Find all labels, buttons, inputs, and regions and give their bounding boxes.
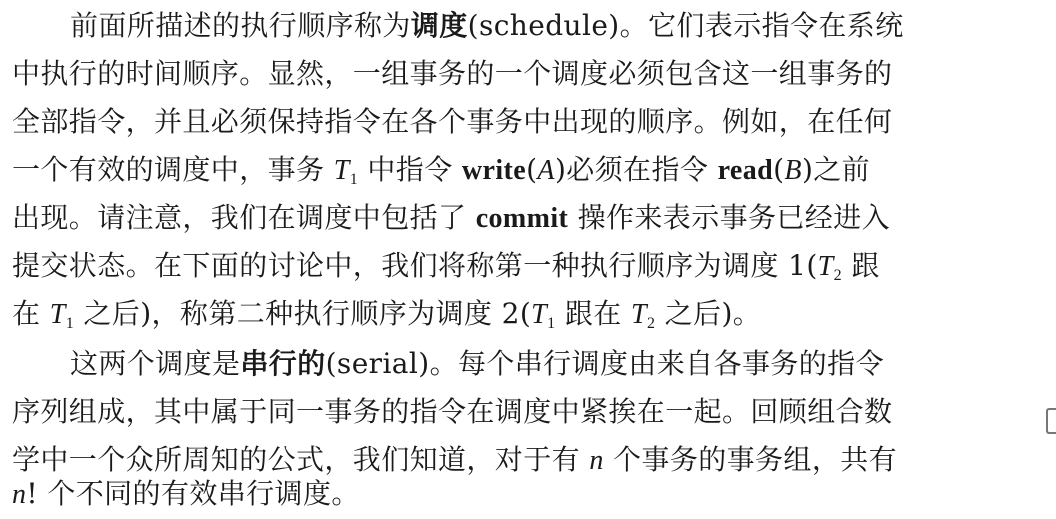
p1-line-2 [12, 50, 892, 98]
subscript: 1 [65, 315, 75, 332]
keyword-commit: commit [475, 203, 569, 234]
subscript: 2 [646, 315, 656, 332]
term-schedule: 调度 [410, 9, 468, 42]
text-run: (schedule)。它们表示指令在系统 [467, 9, 904, 42]
text-run: 中指令 [358, 153, 462, 186]
var-n: n [12, 479, 27, 510]
p1-line-5 [12, 194, 890, 242]
text-run: 一个有效的调度中，事务 [12, 153, 334, 186]
var-t: T [817, 251, 834, 282]
keyword-read: read [717, 155, 774, 186]
text-run: 序列组成，其中属于同一事务的指令在调度中紧挨在一起。回顾组合数 [12, 395, 893, 428]
text-run: 跟在 [555, 297, 631, 330]
text-run: 这两个调度是 [70, 347, 241, 380]
p1-line-4 [12, 146, 870, 194]
p2-line-1 [70, 340, 884, 388]
p2-line-2 [12, 388, 892, 436]
keyword-write: write [461, 155, 527, 186]
text-run: )必须在指令 [554, 153, 718, 186]
var-t: T [630, 299, 647, 330]
subscript: 1 [349, 171, 359, 188]
text-run: 操作来表示事务已经进入 [568, 201, 890, 234]
text-run: 跟 [842, 249, 880, 282]
p1-line-1 [70, 2, 904, 50]
text-run: 中执行的时间顺序。显然，一组事务的一个调度必须包含这一组事务的 [12, 57, 893, 90]
text-run: 前面所描述的执行顺序称为 [70, 9, 411, 42]
page-edge-mark [1046, 408, 1056, 434]
subscript: 1 [547, 315, 556, 332]
text-run: 在 [12, 297, 50, 330]
var-a: A [537, 155, 555, 186]
var-b: B [784, 155, 802, 186]
var-n: n [589, 445, 604, 476]
text-run: 学中一个众所周知的公式，我们知道，对于有 [12, 443, 590, 476]
text-run: (serial)。每个串行调度由来自各事务的指令 [325, 347, 884, 380]
text-run: ! 个不同的有效串行调度。 [26, 477, 360, 510]
text-run: ( [526, 153, 538, 186]
text-run: 之后)。 [655, 297, 762, 330]
text-run: )之前 [801, 153, 871, 186]
text-run: 之后)，称第二种执行顺序为调度 2( [74, 297, 532, 330]
text-run: ( [773, 153, 785, 186]
var-t: T [333, 155, 350, 186]
text-run: 提交状态。在下面的讨论中，我们将称第一种执行顺序为调度 1( [12, 249, 818, 282]
term-serial: 串行的 [240, 347, 326, 380]
p1-line-6 [12, 242, 880, 290]
var-t: T [49, 299, 66, 330]
text-run: 出现。请注意，我们在调度中包括了 [12, 201, 476, 234]
subscript: 2 [833, 267, 843, 284]
p1-line-7 [12, 290, 761, 338]
p1-line-3 [12, 98, 892, 146]
var-t: T [531, 299, 548, 330]
text-run: 全部指令，并且必须保持指令在各个事务中出现的顺序。例如，在任何 [12, 105, 893, 138]
p2-line-4 [12, 470, 360, 518]
text-run: 个事务的事务组，共有 [603, 443, 898, 476]
